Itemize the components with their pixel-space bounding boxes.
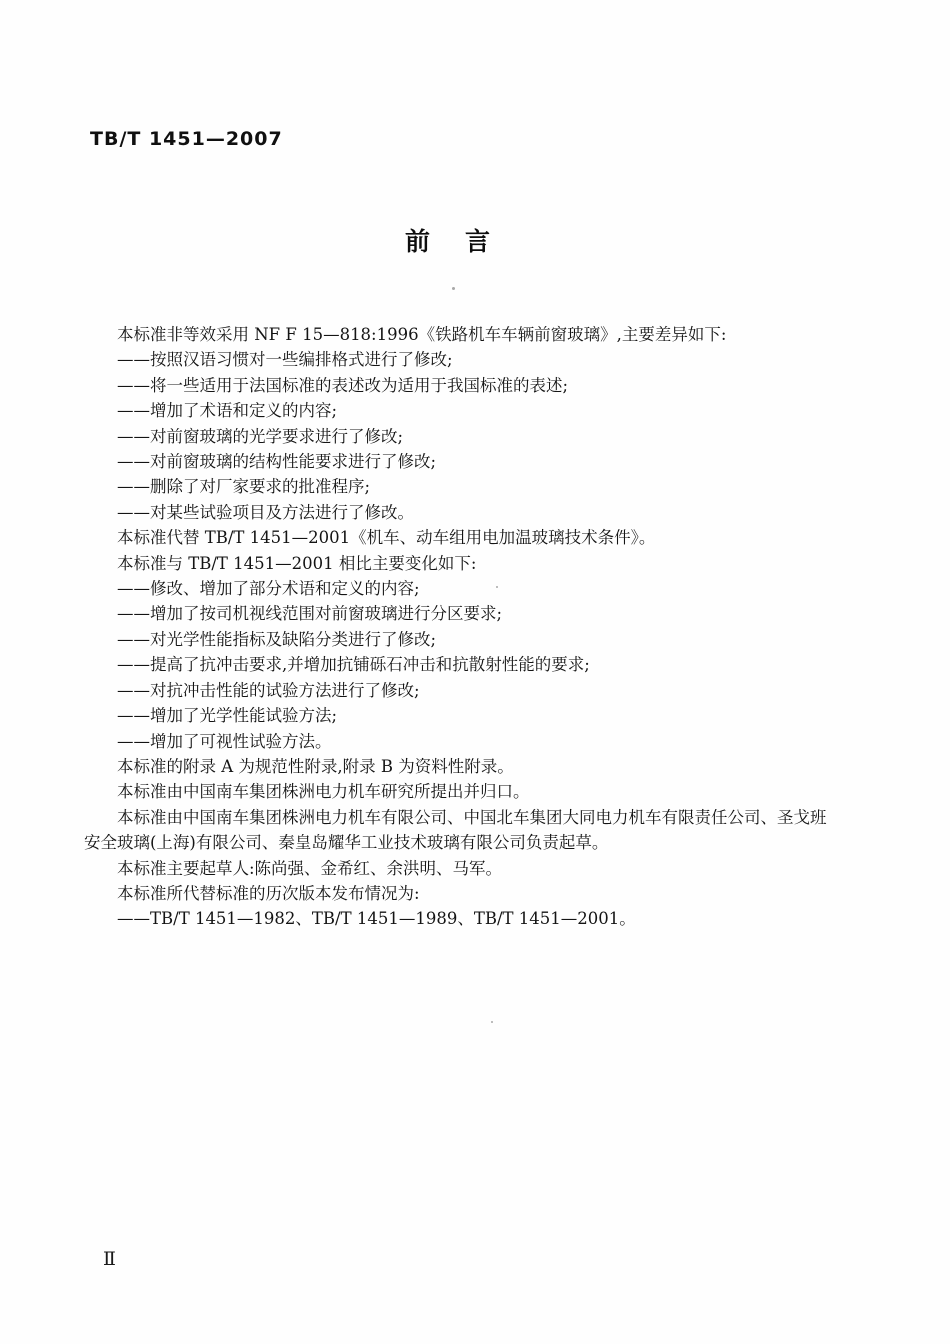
foreword-line: 本标准由中国南车集团株洲电力机车有限公司、中国北车集团大同电力机车有限责任公司、圣戈班	[117, 807, 827, 827]
foreword-line: 本标准所代替标准的历次版本发布情况为:	[117, 883, 420, 903]
foreword-line: ——对某些试验项目及方法进行了修改。	[117, 502, 414, 522]
foreword-line: 本标准与 TB/T 1451—2001 相比主要变化如下:	[117, 553, 477, 573]
foreword-line: ——对抗冲击性能的试验方法进行了修改;	[117, 680, 420, 700]
scan-speck	[491, 1021, 493, 1023]
foreword-line: ——对前窗玻璃的结构性能要求进行了修改;	[117, 452, 437, 472]
foreword-line: ——TB/T 1451—1982、TB/T 1451—1989、TB/T 1451—2001。	[117, 909, 636, 929]
foreword-line: ——增加了术语和定义的内容;	[117, 401, 338, 421]
foreword-line: ——增加了按司机视线范围对前窗玻璃进行分区要求;	[117, 604, 503, 624]
foreword-line: 本标准非等效采用 NF F 15—818:1996《铁路机车车辆前窗玻璃》,主要差异如下:	[117, 325, 727, 344]
foreword-line: 本标准的附录 A 为规范性附录,附录 B 为资料性附录。	[117, 756, 514, 776]
foreword-line: ——增加了光学性能试验方法;	[117, 706, 338, 726]
scan-speck	[496, 586, 498, 588]
foreword-line: ——修改、增加了部分术语和定义的内容;	[117, 579, 420, 599]
foreword-line: ——对光学性能指标及缺陷分类进行了修改;	[117, 629, 437, 649]
foreword-line: 本标准主要起草人:陈尚强、金希红、余洪明、马军。	[117, 858, 503, 878]
standard-number: TB/T 1451—2007	[90, 128, 283, 150]
page-number: Ⅱ	[103, 1248, 116, 1270]
page-title: 前 言	[404, 227, 495, 256]
foreword-body	[84, 322, 844, 932]
scan-speck	[452, 287, 455, 290]
foreword-line: ——增加了可视性试验方法。	[117, 731, 332, 751]
foreword-line: ——删除了对厂家要求的批准程序;	[117, 477, 371, 497]
foreword-line: 本标准代替 TB/T 1451—2001《机车、动车组用电加温玻璃技术条件》。	[117, 528, 656, 548]
foreword-line: ——提高了抗冲击要求,并增加抗铺砾石冲击和抗散射性能的要求;	[117, 655, 590, 675]
foreword-line: 安全玻璃(上海)有限公司、秦皇岛耀华工业技术玻璃有限公司负责起草。	[84, 833, 609, 853]
foreword-line: ——按照汉语习惯对一些编排格式进行了修改;	[117, 350, 453, 370]
foreword-line: ——对前窗玻璃的光学要求进行了修改;	[117, 426, 404, 446]
foreword-line: ——将一些适用于法国标准的表述改为适用于我国标准的表述;	[117, 375, 569, 395]
foreword-line: 本标准由中国南车集团株洲电力机车研究所提出并归口。	[117, 782, 530, 802]
